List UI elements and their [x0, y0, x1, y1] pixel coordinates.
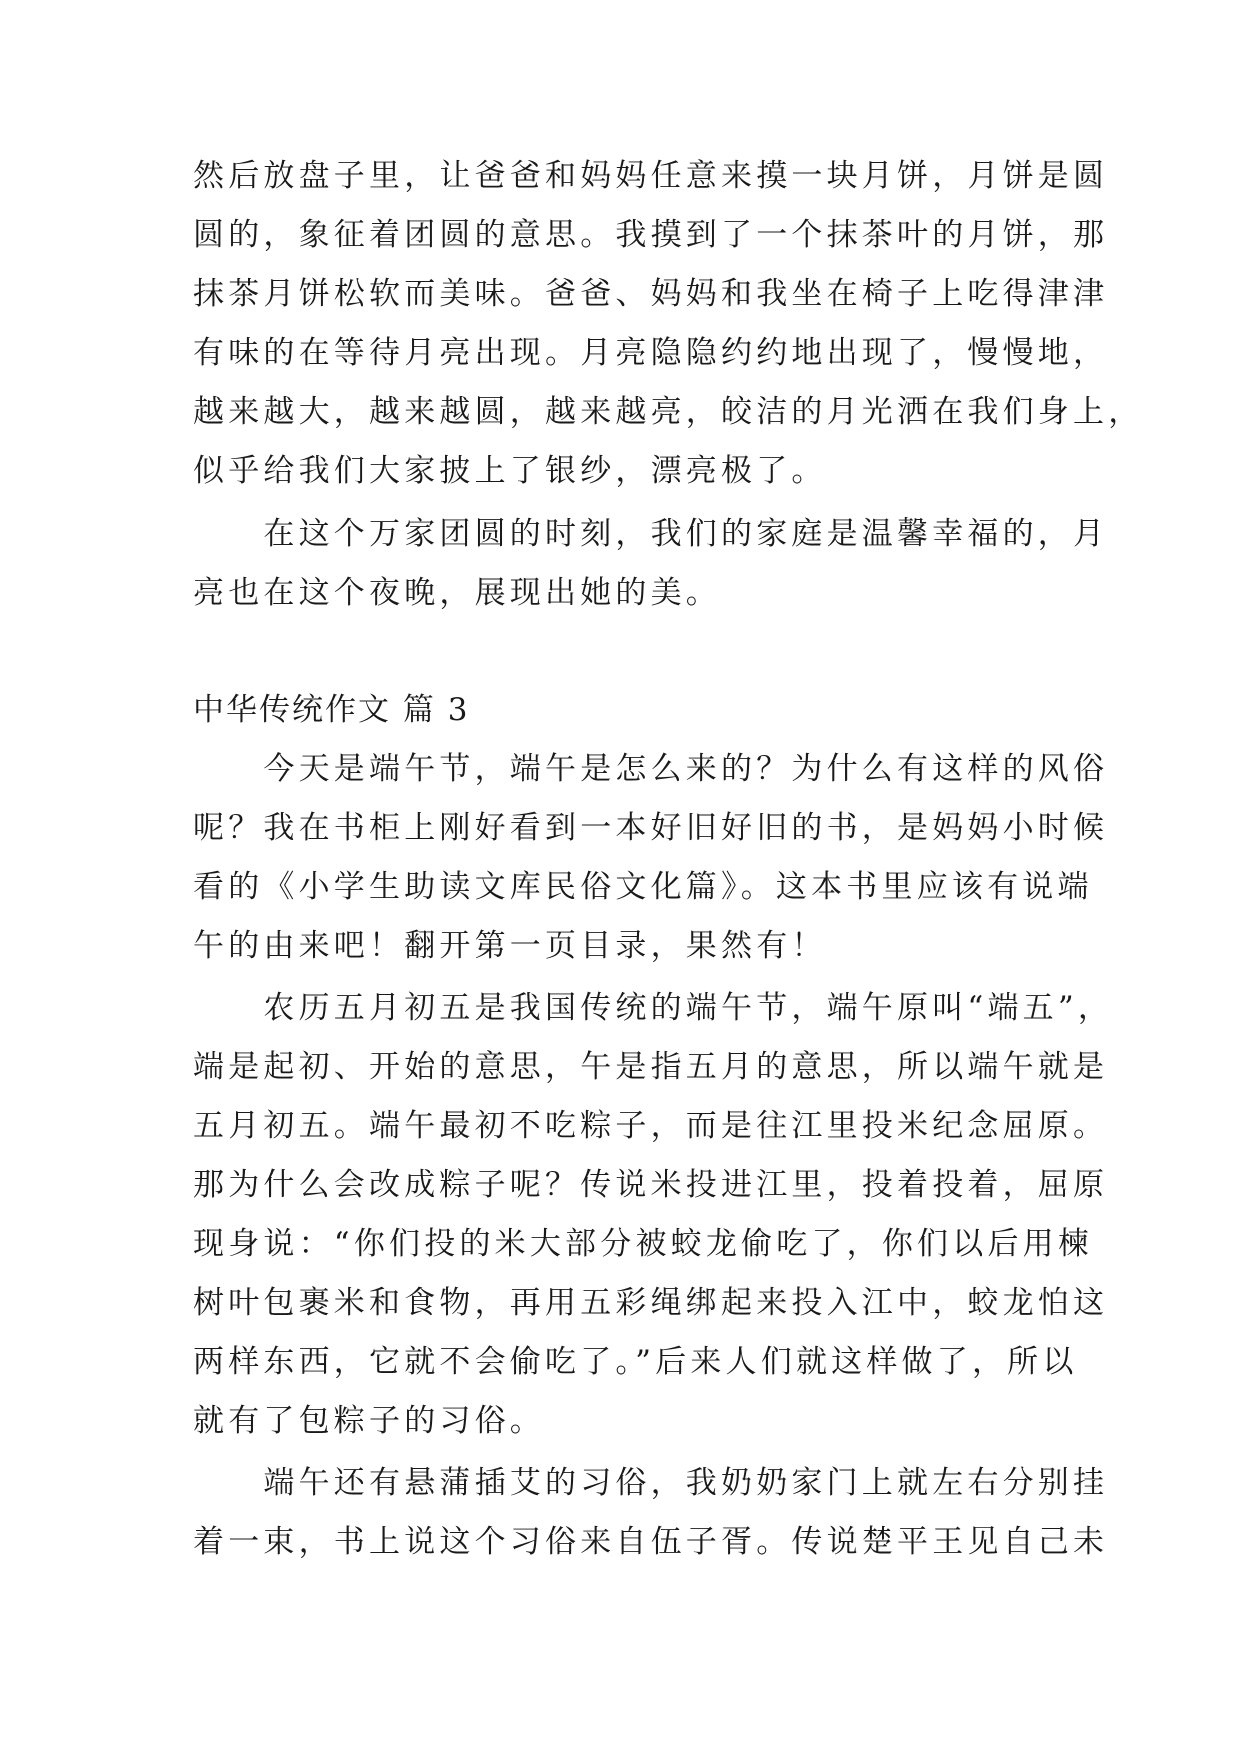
text-line: 端午还有悬蒲插艾的习俗，我奶奶家门上就左右分别挂 [193, 1465, 1109, 1501]
text-line: 呢？我在书柜上刚好看到一本好旧好旧的书，是妈妈小时候 [193, 810, 1109, 846]
text-line: 午的由来吧！翻开第一页目录，果然有！ [193, 928, 827, 964]
text-line: 然后放盘子里，让爸爸和妈妈任意来摸一块月饼，月饼是圆 [193, 158, 1109, 194]
text-line: 着一束，书上说这个习俗来自伍子胥。传说楚平王见自己未 [193, 1524, 1109, 1560]
text-line: 看的《小学生助读文库民俗文化篇》。这本书里应该有说端 [193, 869, 1093, 905]
text-line: 两样东西，它就不会偷吃了。”后来人们就这样做了，所以 [193, 1344, 1078, 1380]
text-line: 似乎给我们大家披上了银纱，漂亮极了。 [193, 453, 827, 489]
text-line: 在这个万家团圆的时刻，我们的家庭是温馨幸福的，月 [193, 516, 1109, 552]
text-line: 抹茶月饼松软而美味。爸爸、妈妈和我坐在椅子上吃得津津 [193, 276, 1109, 312]
text-line: 五月初五。端午最初不吃粽子，而是往江里投米纪念屈原。 [193, 1108, 1109, 1144]
text-line: 有味的在等待月亮出现。月亮隐隐约约地出现了，慢慢地， [193, 335, 1109, 371]
text-line: 端是起初、开始的意思，午是指五月的意思，所以端午就是 [193, 1049, 1109, 1085]
text-line: 今天是端午节，端午是怎么来的？为什么有这样的风俗 [193, 751, 1109, 787]
text-line: 圆的，象征着团圆的意思。我摸到了一个抹茶叶的月饼，那 [193, 217, 1109, 253]
text-line: 越来越大，越来越圆，越来越亮，皎洁的月光洒在我们身上， [193, 394, 1144, 430]
text-line: 亮也在这个夜晚，展现出她的美。 [193, 575, 721, 611]
text-line: 那为什么会改成粽子呢？传说米投进江里，投着投着，屈原 [193, 1167, 1109, 1203]
section-heading: 中华传统作文 篇 3 [193, 692, 470, 728]
text-line: 树叶包裹米和食物，再用五彩绳绑起来投入江中，蛟龙怕这 [193, 1285, 1109, 1321]
text-line: 农历五月初五是我国传统的端午节，端午原叫“端五”， [193, 990, 1114, 1026]
text-line: 就有了包粽子的习俗。 [193, 1403, 545, 1439]
text-line: 现身说：“你们投的米大部分被蛟龙偷吃了，你们以后用楝 [193, 1226, 1094, 1262]
